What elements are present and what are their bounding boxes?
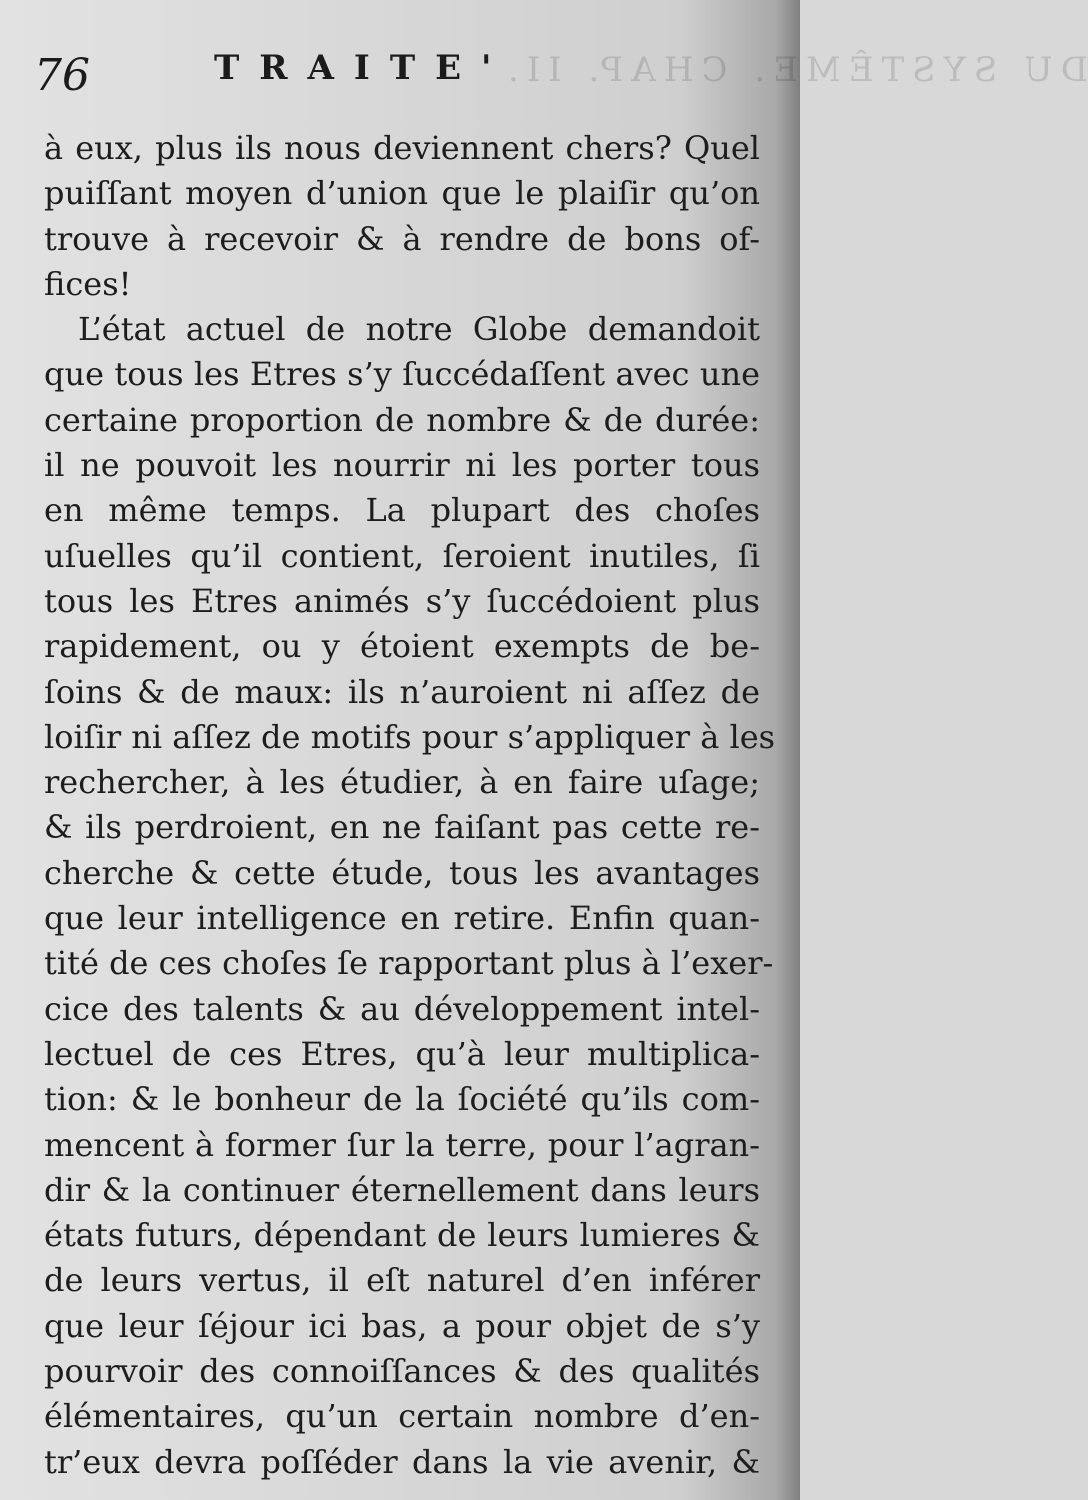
text-line: & ils perdroient, en ne faiſant pas cette re- [44,808,760,847]
text-line: loiſir ni aſſez de motifs pour s’appliquer à les [44,717,776,756]
bleed-through-text: DU SYSTÊME. CHAP. II. [500,50,1088,90]
text-line: tion: & le bonheur de la ſociété qu’ils com- [44,1080,760,1119]
text-line: tité de ces choſes ſe rapportant plus à l’exer- [44,944,774,983]
text-line: dir & la continuer éternellement dans leurs [44,1170,760,1209]
text-line: puiſſant moyen d’union que le plaiſir qu’on [44,174,760,213]
text-line: trouve à recevoir & à rendre de bons of- [44,219,760,258]
body-text [44,126,776,1485]
text-line: de leurs vertus, il eſt naturel d’en inférer [44,1261,760,1300]
text-line: à eux, plus ils nous deviennent chers? Quel [44,129,760,167]
text-line: lectuel de ces Etres, qu’à leur multiplica- [44,1034,760,1073]
text-line: certaine proportion de nombre & de durée: [44,400,760,439]
text-line: mencent à former ſur la terre, pour l’agran- [44,1125,760,1164]
text-line: que leur intelligence en retire. Enfin quan- [44,899,760,938]
text-line: que leur ſéjour ici bas, a pour objet de s’y [44,1306,760,1345]
text-line: ſoins & de maux: ils n’auroient ni aſſez de [44,672,760,711]
text-line: que tous les Etres s’y ſuccédaſſent avec une [44,355,760,394]
text-line: élémentaires, qu’un certain nombre d’en- [44,1397,760,1436]
text-line: tr’eux devra poſſéder dans la vie avenir, & [44,1442,760,1481]
text-line: il ne pouvoit les nourrir ni les porter tous [44,446,760,485]
page-header [34,44,760,104]
page-number: 76 [34,50,90,101]
text-line: rechercher, à les étudier, à en faire uſage; [44,763,760,802]
text-line: cherche & cette étude, tous les avantages [44,853,760,892]
text-line: uſuelles qu’il contient, ſeroient inutiles, ſi [44,536,760,575]
text-line: fices! [44,264,132,303]
text-line: états futurs, dépendant de leurs lumieres & [44,1216,760,1255]
text-line: pourvoir des connoiſſances & des qualités [44,1352,760,1391]
text-line: cice des talents & au développement intel- [44,989,760,1028]
text-line: en même temps. La plupart des choſes [44,491,760,530]
text-line: rapidement, ou y étoient exempts de be- [44,627,760,666]
text-line: L’état actuel de notre Globe demandoit [78,310,760,349]
text-line: tous les Etres animés s’y ſuccédoient plus [44,581,760,620]
running-title: TRAITE' [214,48,512,88]
